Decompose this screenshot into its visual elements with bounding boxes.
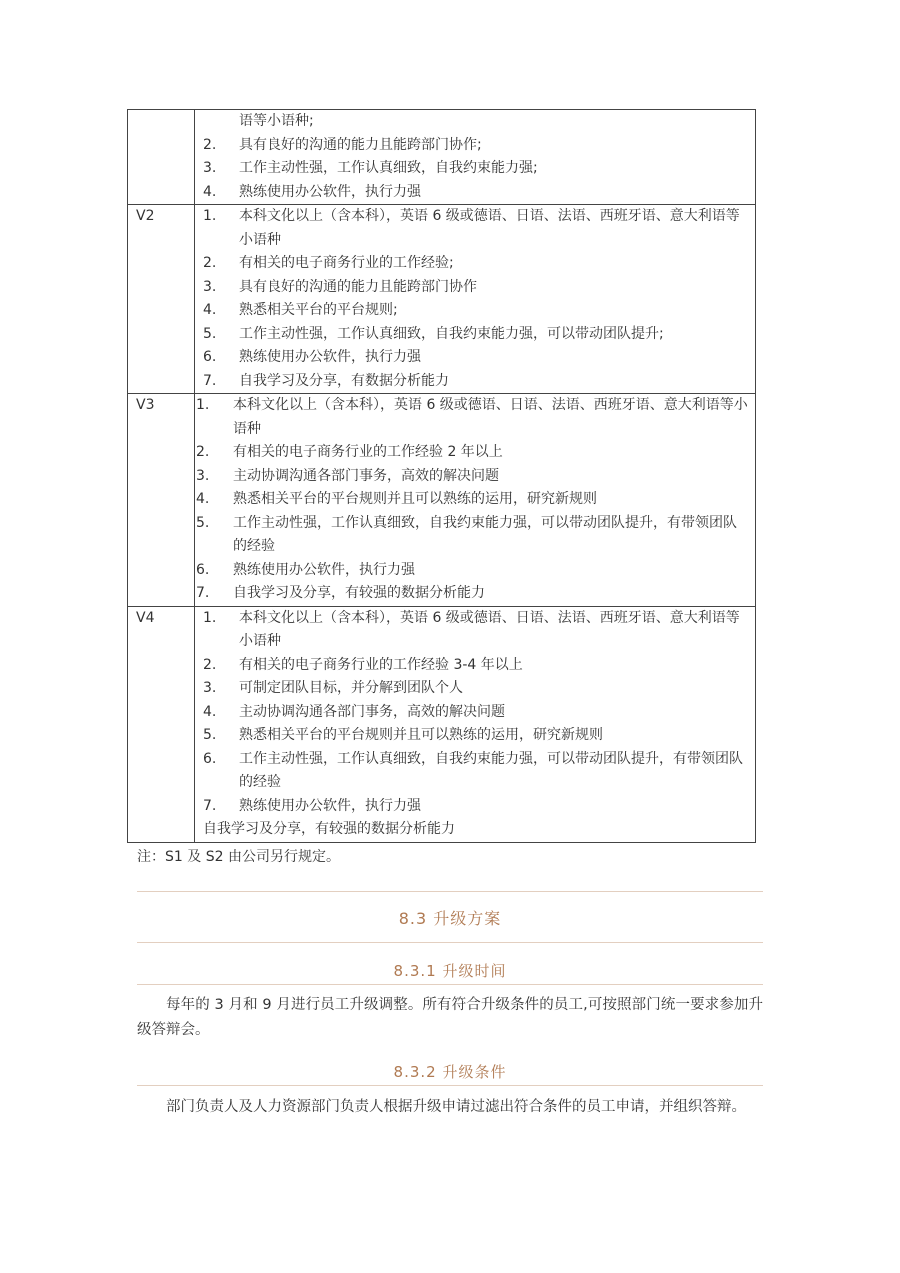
list-item [195, 465, 755, 489]
list-item-number: 1. [203, 208, 217, 224]
list-item [195, 181, 755, 205]
list-item-text: 有相关的电子商务行业的工作经验 2 年以上 [233, 444, 503, 460]
requirements-table [127, 109, 756, 843]
list-item-text: 具有良好的沟通的能力且能跨部门协作 [239, 278, 477, 295]
table-row [128, 205, 756, 394]
list-item [195, 701, 755, 725]
section-rule-top [137, 891, 763, 892]
list-item-text: 有相关的电子商务行业的工作经验; [239, 255, 454, 271]
list-item-text: 本科文化以上（含本科），英语 6 级或德语、日语、法语、西班牙语、意大利语等小语种 [239, 208, 740, 248]
section-heading: 8.3 升级方案 [398, 909, 502, 928]
list-item-number: 3. [203, 680, 217, 696]
paragraph-upgrade-time: 每年的 3 月和 9 月进行员工升级调整。所有符合升级条件的员工,可按照部门统一要求参加升级答辩会。 [137, 997, 763, 1038]
list-item-text: 自我学习及分享，有数据分析能力 [239, 372, 449, 389]
list-item [195, 724, 755, 748]
list-item-text: 有相关的电子商务行业的工作经验 3-4 年以上 [239, 656, 523, 673]
list-item-text: 语等小语种; [239, 113, 314, 129]
subsection-heading-time: 8.3.1 升级时间 [393, 962, 507, 980]
list-item [195, 394, 755, 441]
list-item-number: 3. [203, 278, 217, 295]
subsection-rule-time [137, 984, 763, 985]
list-item-number: 2. [196, 444, 210, 460]
list-item-text: 工作主动性强，工作认真细致，自我约束能力强，可以带动团队提升; [239, 325, 664, 342]
list-item [195, 346, 755, 370]
list-item [195, 748, 755, 795]
requirements-cell [195, 110, 756, 205]
list-item [195, 276, 755, 300]
list-item-extra: 自我学习及分享，有较强的数据分析能力 [203, 821, 455, 837]
list-item-text: 熟悉相关平台的平台规则并且可以熟练的运用，研究新规则 [239, 727, 603, 743]
list-item-text: 工作主动性强，工作认真细致，自我约束能力强，可以带动团队提升，有带领团队的经验 [239, 750, 743, 790]
list-item [195, 559, 755, 583]
list-item-text: 本科文化以上（含本科），英语 6 级或德语、日语、法语、西班牙语、意大利语等小语种 [239, 609, 740, 649]
list-item [195, 607, 755, 654]
list-item-number: 6. [203, 750, 217, 767]
list-item-number: 6. [203, 349, 217, 365]
table-row [128, 394, 756, 607]
list-item [195, 582, 755, 606]
list-item-text: 熟练使用办公软件，执行力强 [239, 349, 421, 365]
list-item [195, 677, 755, 701]
list-item-text: 熟练使用办公软件，执行力强 [239, 183, 421, 200]
list-item-text: 主动协调沟通各部门事务，高效的解决问题 [239, 703, 505, 720]
list-item-text: 工作主动性强，工作认真细致，自我约束能力强，可以带动团队提升，有带领团队的经验 [233, 514, 737, 554]
list-item-text: 熟练使用办公软件，执行力强 [239, 797, 421, 814]
list-item-number: 4. [203, 183, 217, 200]
level-cell: V3 [128, 394, 195, 607]
list-item [195, 441, 755, 465]
list-item-number: 5. [203, 325, 217, 342]
list-item-number: 4. [196, 491, 210, 507]
table-row [128, 110, 756, 205]
requirements-table-body [128, 110, 756, 843]
list-item-number: 5. [203, 727, 217, 743]
paragraph-upgrade-conditions: 部门负责人及人力资源部门负责人根据升级申请过滤出符合条件的员工申请，并组织答辩。 [166, 1099, 746, 1115]
list-item-number: 2. [203, 656, 217, 673]
list-item-text: 熟练使用办公软件，执行力强 [233, 561, 415, 578]
requirements-cell [195, 394, 756, 607]
level-cell [128, 110, 195, 205]
list-item-text: 熟悉相关平台的平台规则并且可以熟练的运用，研究新规则 [233, 491, 597, 507]
table-row [128, 606, 756, 842]
list-item-number: 2. [203, 255, 217, 271]
list-item [195, 512, 755, 559]
list-item-number: 4. [203, 302, 217, 318]
list-item-number [195, 110, 239, 134]
requirements-cell [195, 205, 756, 394]
list-item-number: 3. [196, 467, 210, 484]
list-item-number: 7. [203, 797, 217, 814]
table-note: 注：S1 及 S2 由公司另行规定。 [137, 849, 340, 865]
subsection-rule-conditions [137, 1085, 763, 1086]
level-cell: V2 [128, 205, 195, 394]
list-item [195, 323, 755, 347]
list-item-text: 具有良好的沟通的能力且能跨部门协作; [239, 136, 482, 153]
list-item [195, 252, 755, 276]
list-item [195, 134, 755, 158]
list-item-text: 工作主动性强，工作认真细致，自我约束能力强; [239, 160, 538, 176]
list-item-number: 6. [196, 561, 210, 578]
list-item-text: 主动协调沟通各部门事务，高效的解决问题 [233, 467, 499, 484]
list-item [195, 299, 755, 323]
list-item-number: 1. [203, 609, 217, 626]
list-item-text: 可制定团队目标，并分解到团队个人 [239, 680, 463, 696]
list-item-number: 2. [203, 136, 217, 153]
requirements-cell [195, 606, 756, 842]
list-item [195, 488, 755, 512]
list-item-number: 3. [203, 160, 217, 176]
list-item [195, 157, 755, 181]
list-item-text: 自我学习及分享，有较强的数据分析能力 [233, 585, 485, 601]
list-item-text: 本科文化以上（含本科），英语 6 级或德语、日语、法语、西班牙语、意大利语等小语种 [233, 397, 748, 437]
list-item [195, 654, 755, 678]
section-rule-bottom [137, 942, 763, 943]
list-item-number: 5. [196, 514, 210, 531]
list-item-number: 7. [203, 372, 217, 389]
list-item-number: 7. [196, 585, 210, 601]
list-item [195, 795, 755, 819]
list-item [195, 370, 755, 394]
list-item [195, 205, 755, 252]
list-item [195, 110, 755, 134]
subsection-heading-conditions: 8.3.2 升级条件 [393, 1063, 507, 1081]
list-item-number: 4. [203, 703, 217, 720]
level-cell: V4 [128, 606, 195, 842]
list-item-number: 1. [196, 397, 210, 413]
list-item-text: 熟悉相关平台的平台规则; [239, 302, 398, 318]
